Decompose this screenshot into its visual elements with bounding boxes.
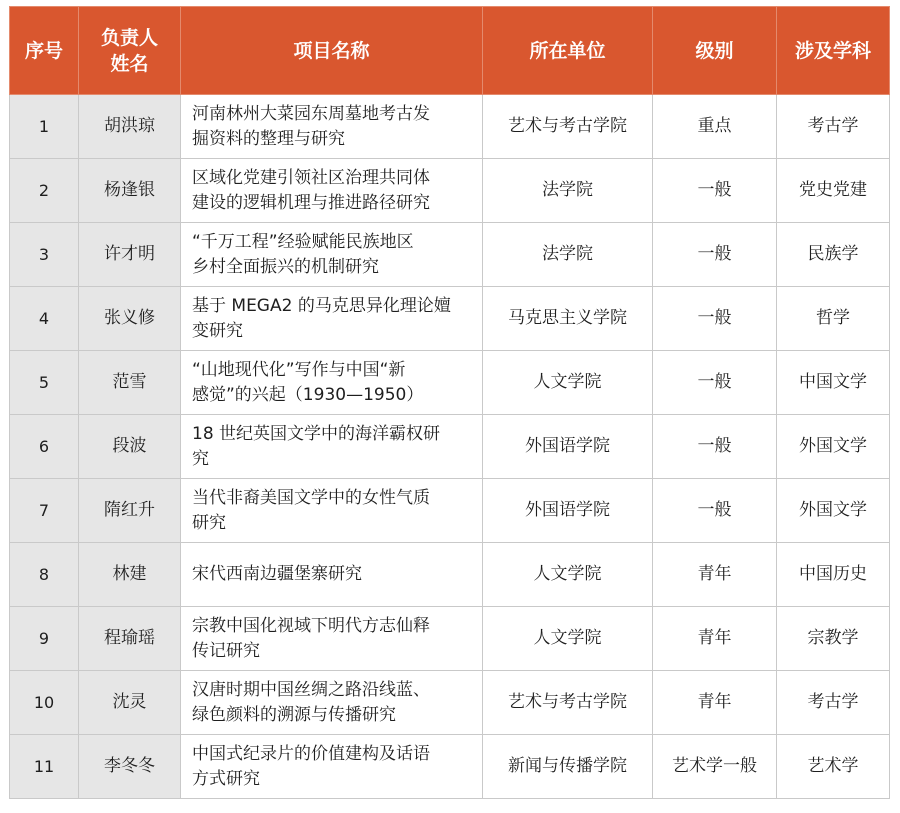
cell-person: 程瑜瑶: [79, 607, 181, 671]
cell-title: [181, 479, 483, 543]
cell-person: 李冬冬: [79, 735, 181, 799]
cell-seq: 7: [10, 479, 79, 543]
cell-seq: 2: [10, 159, 79, 223]
cell-title: [181, 223, 483, 287]
cell-seq: 8: [10, 543, 79, 607]
header-level: 级别: [653, 7, 777, 95]
cell-unit: 艺术与考古学院: [483, 95, 653, 159]
cell-discipline: 外国文学: [777, 479, 890, 543]
project-table: [9, 6, 890, 799]
cell-level: 艺术学一般: [653, 735, 777, 799]
cell-person: 段波: [79, 415, 181, 479]
cell-seq: 4: [10, 287, 79, 351]
cell-seq: 11: [10, 735, 79, 799]
cell-level: 青年: [653, 607, 777, 671]
cell-unit: 新闻与传播学院: [483, 735, 653, 799]
cell-unit: 艺术与考古学院: [483, 671, 653, 735]
table-row: [10, 159, 890, 223]
title-line2: 研究: [192, 512, 226, 533]
table-row: [10, 543, 890, 607]
title-line1: 区域化党建引领社区治理共同体: [192, 167, 430, 188]
title-line1: 当代非裔美国文学中的女性气质: [192, 487, 430, 508]
title-line2: 方式研究: [192, 768, 260, 789]
cell-discipline: 外国文学: [777, 415, 890, 479]
cell-unit: 人文学院: [483, 607, 653, 671]
project-table-container: [9, 6, 889, 799]
header-person-line2: 姓名: [110, 52, 149, 75]
cell-discipline: 民族学: [777, 223, 890, 287]
cell-level: 一般: [653, 223, 777, 287]
cell-seq: 3: [10, 223, 79, 287]
cell-level: 青年: [653, 543, 777, 607]
header-person: [79, 7, 181, 95]
title-line2: 变研究: [192, 320, 243, 341]
cell-person: 许才明: [79, 223, 181, 287]
cell-person: 胡洪琼: [79, 95, 181, 159]
cell-title: [181, 735, 483, 799]
cell-unit: 人文学院: [483, 351, 653, 415]
cell-person: 范雪: [79, 351, 181, 415]
cell-title: [181, 287, 483, 351]
title-line1: “千万工程”经验赋能民族地区: [192, 231, 414, 252]
cell-title: [181, 95, 483, 159]
cell-title: [181, 351, 483, 415]
header-unit: 所在单位: [483, 7, 653, 95]
cell-discipline: 哲学: [777, 287, 890, 351]
cell-person: 沈灵: [79, 671, 181, 735]
title-line2: 绿色颜料的溯源与传播研究: [192, 704, 396, 725]
cell-title: [181, 159, 483, 223]
cell-discipline: 中国历史: [777, 543, 890, 607]
cell-seq: 9: [10, 607, 79, 671]
cell-unit: 外国语学院: [483, 415, 653, 479]
cell-person: 张义修: [79, 287, 181, 351]
cell-unit: 法学院: [483, 159, 653, 223]
table-row: [10, 95, 890, 159]
cell-discipline: 中国文学: [777, 351, 890, 415]
cell-level: 一般: [653, 287, 777, 351]
table-row: [10, 735, 890, 799]
title-line2: 究: [192, 448, 209, 469]
cell-unit: 法学院: [483, 223, 653, 287]
cell-level: 一般: [653, 351, 777, 415]
title-line2: 掘资料的整理与研究: [192, 128, 345, 149]
table-header: [10, 7, 890, 95]
table-row: [10, 351, 890, 415]
title-line1: 基于 MEGA2 的马克思异化理论嬗: [192, 295, 451, 316]
header-row: [10, 7, 890, 95]
title-line2: 乡村全面振兴的机制研究: [192, 256, 379, 277]
title-line1: 汉唐时期中国丝绸之路沿线蓝、: [192, 679, 430, 700]
table-row: [10, 223, 890, 287]
table-row: [10, 607, 890, 671]
cell-level: 一般: [653, 159, 777, 223]
table-row: [10, 415, 890, 479]
table-row: [10, 287, 890, 351]
title-line1: 河南林州大菜园东周墓地考古发: [192, 103, 430, 124]
cell-discipline: 宗教学: [777, 607, 890, 671]
cell-unit: 马克思主义学院: [483, 287, 653, 351]
cell-seq: 1: [10, 95, 79, 159]
header-title: 项目名称: [181, 7, 483, 95]
title-line1: 18 世纪英国文学中的海洋霸权研: [192, 423, 441, 444]
cell-discipline: 考古学: [777, 671, 890, 735]
header-seq: 序号: [10, 7, 79, 95]
cell-title: [181, 607, 483, 671]
cell-person: 杨逢银: [79, 159, 181, 223]
title-line2: 建设的逻辑机理与推进路径研究: [192, 192, 430, 213]
cell-title: [181, 543, 483, 607]
table-row: [10, 671, 890, 735]
header-person-line1: 负责人: [100, 26, 158, 49]
cell-unit: 人文学院: [483, 543, 653, 607]
cell-unit: 外国语学院: [483, 479, 653, 543]
cell-seq: 6: [10, 415, 79, 479]
header-discipline: 涉及学科: [777, 7, 890, 95]
cell-person: 隋红升: [79, 479, 181, 543]
cell-person: 林建: [79, 543, 181, 607]
title-line2: 感觉”的兴起（1930—1950）: [192, 384, 424, 405]
cell-title: [181, 415, 483, 479]
title-line1: 宗教中国化视域下明代方志仙释: [192, 615, 430, 636]
table-row: [10, 479, 890, 543]
cell-seq: 5: [10, 351, 79, 415]
cell-level: 重点: [653, 95, 777, 159]
cell-seq: 10: [10, 671, 79, 735]
cell-discipline: 党史党建: [777, 159, 890, 223]
title-line2: 传记研究: [192, 640, 260, 661]
cell-title: [181, 671, 483, 735]
cell-level: 青年: [653, 671, 777, 735]
title-line1: 宋代西南边疆堡寨研究: [192, 564, 362, 584]
table-body: [10, 95, 890, 799]
cell-discipline: 考古学: [777, 95, 890, 159]
cell-discipline: 艺术学: [777, 735, 890, 799]
cell-level: 一般: [653, 479, 777, 543]
cell-level: 一般: [653, 415, 777, 479]
title-line1: “山地现代化”写作与中国“新: [192, 359, 406, 380]
title-line1: 中国式纪录片的价值建构及话语: [192, 743, 430, 764]
